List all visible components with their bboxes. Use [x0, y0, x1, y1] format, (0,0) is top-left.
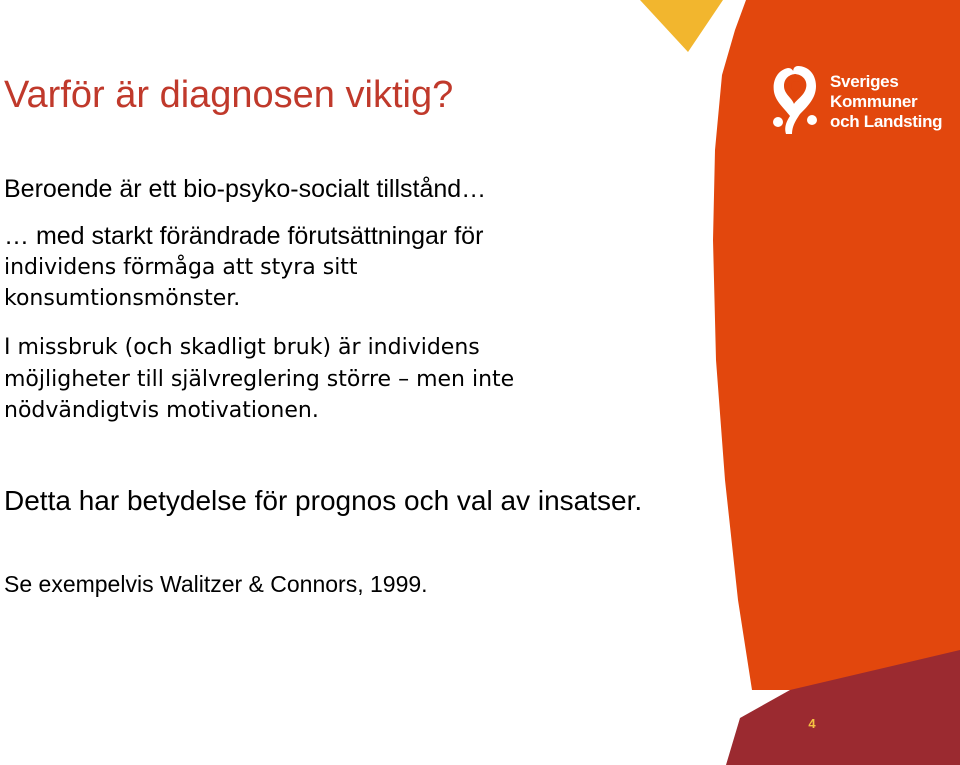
page-number: 4	[808, 716, 816, 731]
logo-line-1: Sveriges	[830, 72, 899, 91]
logo-line-3: och Landsting	[830, 112, 943, 131]
body-line-3: individens förmåga att styra sitt	[4, 255, 358, 280]
yellow-stripe	[640, 0, 723, 52]
reference-line: Se exempelvis Walitzer & Connors, 1999.	[4, 571, 428, 597]
skl-logo-text	[830, 72, 942, 132]
body-line-2: … med starkt förändrade förutsättningar för	[4, 222, 484, 250]
skl-emblem-icon	[766, 64, 826, 136]
logo-line-2: Kommuner	[830, 92, 918, 111]
body-line-4: konsumtionsmönster.	[4, 286, 241, 311]
body-line-1: Beroende är ett bio-psyko-socialt tillstånd…	[4, 175, 487, 203]
body-line-7: nödvändigtvis motivationen.	[4, 398, 319, 423]
skl-logo	[766, 64, 946, 136]
body-line-8: Detta har betydelse för prognos och val av insatser.	[4, 485, 643, 516]
body-line-6: möjligheter till självreglering större – men inte	[4, 367, 515, 392]
slide-title: Varför är diagnosen viktig?	[4, 74, 454, 116]
body-line-5: I missbruk (och skadligt bruk) är individens	[4, 335, 480, 360]
